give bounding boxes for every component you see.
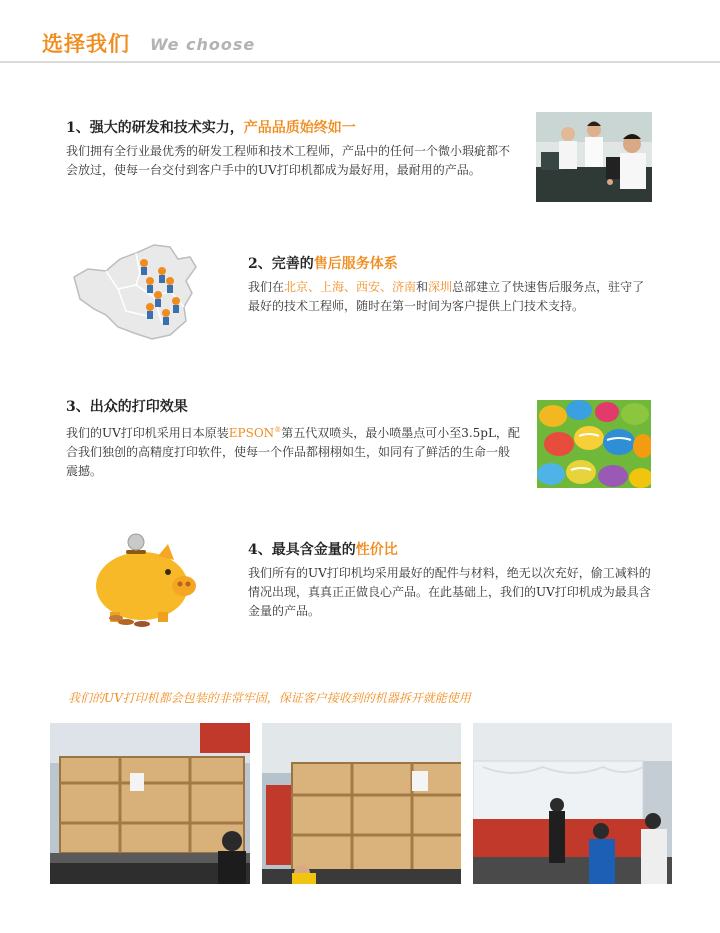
body-text: 我们的UV打印机采用日本原装: [66, 426, 229, 440]
section-body: 我们拥有全行业最优秀的研发工程师和技术工程师，产品中的任何一个微小瑕疵都不会放过，使每一台交付到客户手中的UV打印机都成为最好用，最耐用的产品。: [66, 144, 511, 177]
piggy-bank-image: [86, 520, 200, 628]
section-title-prefix: 2、完善的: [248, 256, 314, 272]
body-text: 第五代双喷头，最小喷墨点可小至3.5pL，配合我们独创的高精度打印软件，使每一个作品都栩栩如生，如同有了鲜活的生命一般震撼。: [66, 426, 520, 478]
page-header: [0, 0, 720, 62]
city-list: 北京、上海、西安、济南: [284, 280, 417, 294]
packaging-photo-3: [473, 723, 672, 884]
section-title: [248, 254, 646, 274]
section-body: [248, 278, 646, 316]
packaging-photo-2: [262, 723, 461, 884]
page-subtitle: We choose: [150, 35, 256, 54]
brand-epson: EPSON: [228, 426, 275, 440]
section-title: [66, 118, 511, 138]
section-title: [66, 397, 521, 417]
body-text: 我们在: [248, 280, 285, 294]
section-title-prefix: 3、出众的打印效果: [66, 399, 188, 415]
section-print-quality: [66, 397, 521, 481]
section-rd-strength: [66, 118, 511, 180]
section-title-highlight: 产品品质始终如一: [243, 120, 356, 136]
section-value: [248, 540, 658, 621]
registered-mark: ®: [274, 426, 282, 434]
section-title-highlight: 性价比: [355, 542, 398, 558]
packaging-photo-1: [50, 723, 250, 884]
section-title-prefix: 1、强大的研发和技术实力，: [66, 120, 244, 136]
section-title-highlight: 售后服务体系: [313, 256, 398, 272]
city-shenzhen: 深圳: [428, 280, 453, 294]
body-text: 总部建立了快速售后服务点，驻守了最好的技术工程师，随时在第一时间为客户提供上门技术支持。: [248, 280, 645, 313]
body-text: 和: [416, 280, 429, 294]
section-title-prefix: 4、最具含金量的: [248, 542, 356, 558]
easter-eggs-photo: [537, 400, 651, 488]
china-map-image: [66, 237, 202, 345]
section-body: 我们所有的UV打印机均采用最好的配件与材料，绝无以次充好，偷工减料的情况出现，真真正正做良心产品。在此基础上，我们的UV打印机成为最具含金量的产品。: [248, 566, 651, 618]
section-after-sales: [248, 254, 646, 316]
page-title: 选择我们: [42, 32, 130, 56]
packaging-caption: 我们的UV打印机都会包装的非常牢固，保证客户接收到的机器拆开就能使用: [68, 691, 471, 705]
section-title: [248, 540, 658, 560]
header-divider: [0, 61, 720, 63]
section-body: [66, 421, 521, 481]
engineers-photo: [536, 112, 652, 202]
